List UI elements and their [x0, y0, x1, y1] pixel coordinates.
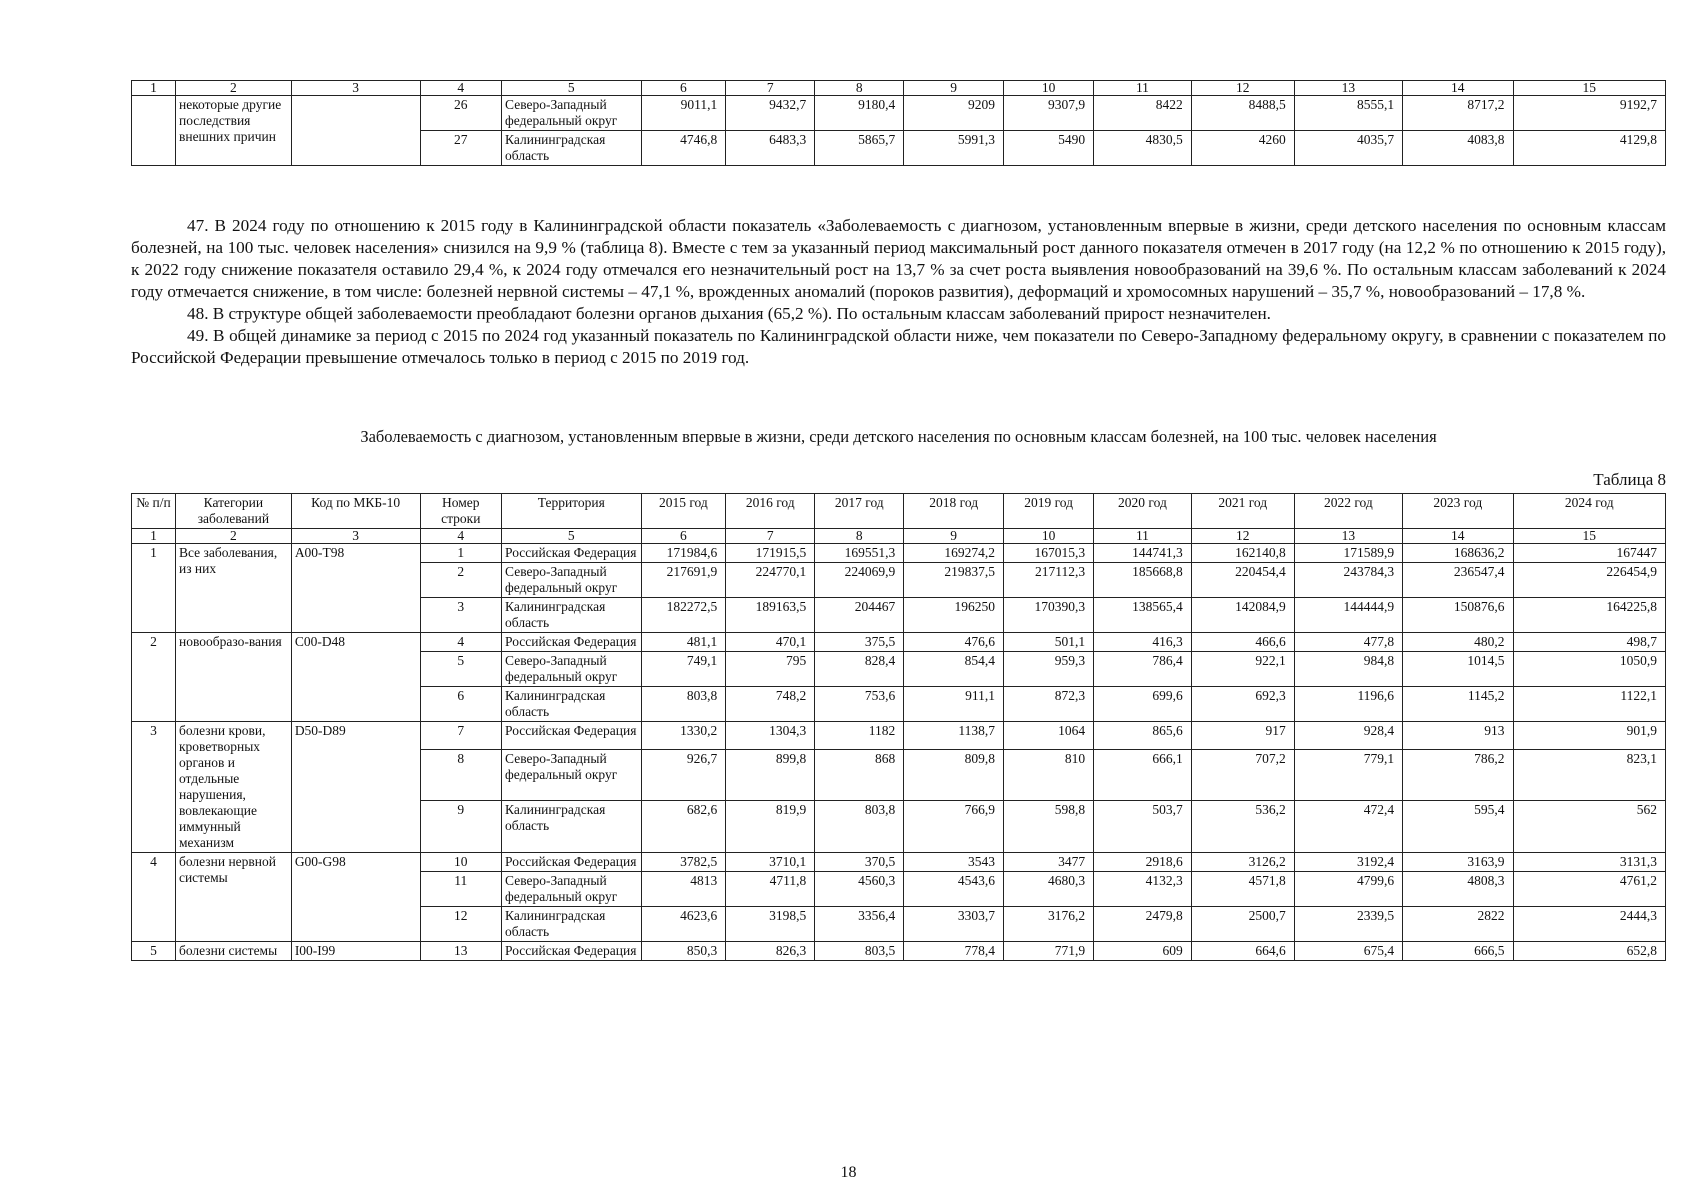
value-cell: 150876,6: [1403, 598, 1513, 633]
value-cell: 503,7: [1094, 801, 1192, 853]
header-num: № п/п: [132, 494, 176, 529]
header-year: 2021 год: [1191, 494, 1294, 529]
value-cell: 236547,4: [1403, 563, 1513, 598]
column-number: 11: [1094, 529, 1192, 544]
table-row: [132, 942, 1666, 961]
column-number: 9: [904, 529, 1004, 544]
value-cell: 2339,5: [1294, 907, 1402, 942]
line-number-cell: 1: [420, 544, 502, 563]
column-number: 13: [1294, 529, 1402, 544]
group-number-cell: 5: [132, 942, 176, 961]
value-cell: 823,1: [1513, 749, 1665, 801]
continuation-table: [131, 80, 1666, 166]
value-cell: 8717,2: [1403, 96, 1513, 131]
value-cell: 3356,4: [815, 907, 904, 942]
value-cell: 162140,8: [1191, 544, 1294, 563]
value-cell: 169551,3: [815, 544, 904, 563]
value-cell: 1138,7: [904, 722, 1004, 750]
value-cell: 699,6: [1094, 687, 1192, 722]
icd-code-cell: D50-D89: [291, 722, 420, 853]
value-cell: 8422: [1094, 96, 1192, 131]
value-cell: 4711,8: [726, 872, 815, 907]
territory-cell: Калининградская область: [502, 131, 641, 166]
value-cell: 466,6: [1191, 633, 1294, 652]
table-header-row: [132, 494, 1666, 529]
header-year: 2017 год: [815, 494, 904, 529]
value-cell: 498,7: [1513, 633, 1665, 652]
line-number-cell: 11: [420, 872, 502, 907]
value-cell: 171915,5: [726, 544, 815, 563]
value-cell: 167015,3: [1004, 544, 1094, 563]
value-cell: 766,9: [904, 801, 1004, 853]
num-cell: [132, 96, 176, 166]
value-cell: 164225,8: [1513, 598, 1665, 633]
group-number-cell: 3: [132, 722, 176, 853]
column-number-row: [132, 81, 1666, 96]
value-cell: 4761,2: [1513, 872, 1665, 907]
value-cell: 185668,8: [1094, 563, 1192, 598]
value-cell: 984,8: [1294, 652, 1402, 687]
value-cell: 1014,5: [1403, 652, 1513, 687]
territory-cell: Калининградская область: [502, 687, 641, 722]
value-cell: 167447: [1513, 544, 1665, 563]
column-number: 11: [1094, 81, 1192, 96]
column-number: 1: [132, 529, 176, 544]
value-cell: 8555,1: [1294, 96, 1402, 131]
value-cell: 2918,6: [1094, 853, 1192, 872]
value-cell: 481,1: [641, 633, 726, 652]
line-number-cell: 5: [420, 652, 502, 687]
value-cell: 5991,3: [904, 131, 1004, 166]
value-cell: 598,8: [1004, 801, 1094, 853]
value-cell: 786,2: [1403, 749, 1513, 801]
value-cell: 850,3: [641, 942, 726, 961]
value-cell: 226454,9: [1513, 563, 1665, 598]
value-cell: 477,8: [1294, 633, 1402, 652]
code-cell: [291, 96, 420, 166]
value-cell: 416,3: [1094, 633, 1192, 652]
value-cell: 928,4: [1294, 722, 1402, 750]
column-number: 4: [420, 529, 502, 544]
value-cell: 217112,3: [1004, 563, 1094, 598]
value-cell: 911,1: [904, 687, 1004, 722]
column-number: 9: [904, 81, 1004, 96]
line-number-cell: 26: [420, 96, 502, 131]
value-cell: 4260: [1191, 131, 1294, 166]
value-cell: 810: [1004, 749, 1094, 801]
value-cell: 795: [726, 652, 815, 687]
value-cell: 204467: [815, 598, 904, 633]
value-cell: 169274,2: [904, 544, 1004, 563]
category-cell: болезни нервной системы: [175, 853, 291, 942]
value-cell: 6483,3: [726, 131, 815, 166]
value-cell: 3192,4: [1294, 853, 1402, 872]
value-cell: 9011,1: [641, 96, 726, 131]
value-cell: 4680,3: [1004, 872, 1094, 907]
group-number-cell: 4: [132, 853, 176, 942]
value-cell: 501,1: [1004, 633, 1094, 652]
line-number-cell: 7: [420, 722, 502, 750]
column-number: 14: [1403, 529, 1513, 544]
value-cell: 1050,9: [1513, 652, 1665, 687]
value-cell: 219837,5: [904, 563, 1004, 598]
table-row: [132, 853, 1666, 872]
value-cell: 1122,1: [1513, 687, 1665, 722]
category-cell: болезни системы: [175, 942, 291, 961]
value-cell: 168636,2: [1403, 544, 1513, 563]
value-cell: 142084,9: [1191, 598, 1294, 633]
value-cell: 917: [1191, 722, 1294, 750]
table-row: [132, 544, 1666, 563]
paragraph-48: 48. В структуре общей заболеваемости преобладают болезни органов дыхания (65,2 %). По остальным классам заболеваний прирост незначителен.: [187, 304, 1271, 323]
column-number: 10: [1004, 529, 1094, 544]
value-cell: 370,5: [815, 853, 904, 872]
column-number: 3: [291, 81, 420, 96]
value-cell: 171984,6: [641, 544, 726, 563]
paragraph-49: 49. В общей динамике за период с 2015 по 2024 год указанный показатель по Калининградской области ниже, чем показатели по Северо-Западному федеральному округу, в сравнении с показателем по Российской Федерации превышение отмечалось только в период с 2015 по 2019 год.: [131, 326, 1666, 367]
value-cell: 144444,9: [1294, 598, 1402, 633]
value-cell: 854,4: [904, 652, 1004, 687]
value-cell: 595,4: [1403, 801, 1513, 853]
value-cell: 4560,3: [815, 872, 904, 907]
value-cell: 3477: [1004, 853, 1094, 872]
line-number-cell: 27: [420, 131, 502, 166]
category-cell: Все заболевания, из них: [175, 544, 291, 633]
value-cell: 1196,6: [1294, 687, 1402, 722]
value-cell: 9209: [904, 96, 1004, 131]
value-cell: 675,4: [1294, 942, 1402, 961]
value-cell: 666,5: [1403, 942, 1513, 961]
line-number-cell: 10: [420, 853, 502, 872]
column-number: 1: [132, 81, 176, 96]
paragraph-47: 47. В 2024 году по отношению к 2015 году в Калининградской области показатель «Заболеваемость с диагнозом, установленным впервые в жизни, среди детского населения по основным классам болезней, на 100 тыс. человек населения» снизился на 9,9 % (таблица 8). Вместе с тем за указанный период максимальный рост данного показателя отмечен в 2017 году (на 12,2 % по отношению к 2015 году), к 2022 году снижение показателя оставило 29,4 %, к 2024 году отмечался его незначительный рост на 13,7 % за счет роста выявления новообразований на 39,6 %. По остальным классам заболеваний к 2024 году отмечается снижение, в том числе: болезней нервной системы – 47,1 %, врожденных аномалий (пороков развития), деформаций и хромосомных нарушений – 35,7 %, новообразований – 17,8 %.: [131, 216, 1666, 301]
value-cell: 9180,4: [815, 96, 904, 131]
header-year: 2015 год: [641, 494, 726, 529]
group-number-cell: 2: [132, 633, 176, 722]
territory-cell: Российская Федерация: [502, 942, 641, 961]
disease-incidence-table: [131, 493, 1666, 961]
territory-cell: Калининградская область: [502, 598, 641, 633]
value-cell: 803,5: [815, 942, 904, 961]
line-number-cell: 6: [420, 687, 502, 722]
value-cell: 4571,8: [1191, 872, 1294, 907]
value-cell: 4623,6: [641, 907, 726, 942]
value-cell: 144741,3: [1094, 544, 1192, 563]
value-cell: 652,8: [1513, 942, 1665, 961]
value-cell: 828,4: [815, 652, 904, 687]
column-number: 2: [175, 529, 291, 544]
category-cell: некоторые другие последствия внешних причин: [175, 96, 291, 166]
value-cell: 470,1: [726, 633, 815, 652]
header-year: 2020 год: [1094, 494, 1192, 529]
value-cell: 609: [1094, 942, 1192, 961]
icd-code-cell: G00-G98: [291, 853, 420, 942]
table-row: [132, 96, 1666, 131]
column-number: 13: [1294, 81, 1402, 96]
value-cell: 196250: [904, 598, 1004, 633]
value-cell: 682,6: [641, 801, 726, 853]
header-year: 2018 год: [904, 494, 1004, 529]
value-cell: 3126,2: [1191, 853, 1294, 872]
value-cell: 4746,8: [641, 131, 726, 166]
line-number-cell: 12: [420, 907, 502, 942]
value-cell: 786,4: [1094, 652, 1192, 687]
value-cell: 217691,9: [641, 563, 726, 598]
value-cell: 1064: [1004, 722, 1094, 750]
page-number: 18: [840, 1164, 857, 1181]
line-number-cell: 2: [420, 563, 502, 598]
table-caption: Заболеваемость с диагнозом, установленным впервые в жизни, среди детского населения по основным классам болезней, на 100 тыс. человек населения: [360, 427, 1437, 446]
value-cell: 868: [815, 749, 904, 801]
value-cell: 664,6: [1191, 942, 1294, 961]
value-cell: 1145,2: [1403, 687, 1513, 722]
column-number: 7: [726, 529, 815, 544]
value-cell: 3198,5: [726, 907, 815, 942]
value-cell: 4035,7: [1294, 131, 1402, 166]
value-cell: 3543: [904, 853, 1004, 872]
icd-code-cell: C00-D48: [291, 633, 420, 722]
value-cell: 375,5: [815, 633, 904, 652]
header-year: 2022 год: [1294, 494, 1402, 529]
column-number: 5: [502, 529, 641, 544]
value-cell: 901,9: [1513, 722, 1665, 750]
value-cell: 771,9: [1004, 942, 1094, 961]
value-cell: 4083,8: [1403, 131, 1513, 166]
line-number-cell: 13: [420, 942, 502, 961]
territory-cell: Северо-Западный федеральный округ: [502, 652, 641, 687]
territory-cell: Российская Федерация: [502, 544, 641, 563]
value-cell: 220454,4: [1191, 563, 1294, 598]
value-cell: 749,1: [641, 652, 726, 687]
icd-code-cell: A00-T98: [291, 544, 420, 633]
value-cell: 1330,2: [641, 722, 726, 750]
value-cell: 182272,5: [641, 598, 726, 633]
value-cell: 872,3: [1004, 687, 1094, 722]
value-cell: 4129,8: [1513, 131, 1665, 166]
value-cell: 224770,1: [726, 563, 815, 598]
line-number-cell: 3: [420, 598, 502, 633]
value-cell: 138565,4: [1094, 598, 1192, 633]
value-cell: 819,9: [726, 801, 815, 853]
column-number: 12: [1191, 81, 1294, 96]
value-cell: 170390,3: [1004, 598, 1094, 633]
value-cell: 826,3: [726, 942, 815, 961]
value-cell: 3176,2: [1004, 907, 1094, 942]
value-cell: 3782,5: [641, 853, 726, 872]
line-number-cell: 9: [420, 801, 502, 853]
line-number-cell: 4: [420, 633, 502, 652]
table-label: Таблица 8: [1593, 470, 1666, 489]
value-cell: 3303,7: [904, 907, 1004, 942]
value-cell: 3131,3: [1513, 853, 1665, 872]
header-line: Номер строки: [420, 494, 502, 529]
value-cell: 809,8: [904, 749, 1004, 801]
territory-cell: Северо-Западный федеральный округ: [502, 749, 641, 801]
value-cell: 926,7: [641, 749, 726, 801]
category-cell: новообразо-вания: [175, 633, 291, 722]
territory-cell: Калининградская область: [502, 907, 641, 942]
value-cell: 913: [1403, 722, 1513, 750]
column-number: 6: [641, 81, 726, 96]
territory-cell: Северо-Западный федеральный округ: [502, 563, 641, 598]
value-cell: 748,2: [726, 687, 815, 722]
value-cell: 692,3: [1191, 687, 1294, 722]
column-number: 14: [1403, 81, 1513, 96]
header-code: Код по МКБ-10: [291, 494, 420, 529]
table-row: [132, 633, 1666, 652]
value-cell: 8488,5: [1191, 96, 1294, 131]
value-cell: 476,6: [904, 633, 1004, 652]
value-cell: 9192,7: [1513, 96, 1665, 131]
category-cell: болезни крови, кроветворных органов и отдельные нарушения, вовлекающие иммунный механизм: [175, 722, 291, 853]
value-cell: 171589,9: [1294, 544, 1402, 563]
value-cell: 803,8: [815, 801, 904, 853]
value-cell: 5490: [1004, 131, 1094, 166]
territory-cell: Российская Федерация: [502, 633, 641, 652]
value-cell: 536,2: [1191, 801, 1294, 853]
group-number-cell: 1: [132, 544, 176, 633]
value-cell: 4132,3: [1094, 872, 1192, 907]
value-cell: 4808,3: [1403, 872, 1513, 907]
header-year: 2024 год: [1513, 494, 1665, 529]
value-cell: 480,2: [1403, 633, 1513, 652]
header-territory: Территория: [502, 494, 641, 529]
territory-cell: Российская Федерация: [502, 853, 641, 872]
header-year: 2019 год: [1004, 494, 1094, 529]
territory-cell: Северо-Западный федеральный округ: [502, 872, 641, 907]
value-cell: 2479,8: [1094, 907, 1192, 942]
column-number: 5: [502, 81, 641, 96]
column-number: 6: [641, 529, 726, 544]
column-number: 15: [1513, 81, 1665, 96]
value-cell: 2822: [1403, 907, 1513, 942]
value-cell: 5865,7: [815, 131, 904, 166]
value-cell: 959,3: [1004, 652, 1094, 687]
value-cell: 1182: [815, 722, 904, 750]
territory-cell: Северо-Западный федеральный округ: [502, 96, 641, 131]
value-cell: 3710,1: [726, 853, 815, 872]
value-cell: 9432,7: [726, 96, 815, 131]
value-cell: 1304,3: [726, 722, 815, 750]
territory-cell: Российская Федерация: [502, 722, 641, 750]
value-cell: 753,6: [815, 687, 904, 722]
body-text: [131, 215, 1666, 369]
value-cell: 707,2: [1191, 749, 1294, 801]
value-cell: 9307,9: [1004, 96, 1094, 131]
header-year: 2023 год: [1403, 494, 1513, 529]
value-cell: 922,1: [1191, 652, 1294, 687]
column-number: 10: [1004, 81, 1094, 96]
column-number: 2: [175, 81, 291, 96]
value-cell: 4813: [641, 872, 726, 907]
value-cell: 562: [1513, 801, 1665, 853]
column-number: 8: [815, 529, 904, 544]
column-number: 3: [291, 529, 420, 544]
territory-cell: Калининградская область: [502, 801, 641, 853]
value-cell: 899,8: [726, 749, 815, 801]
value-cell: 4799,6: [1294, 872, 1402, 907]
value-cell: 243784,3: [1294, 563, 1402, 598]
column-number: 15: [1513, 529, 1665, 544]
column-number: 4: [420, 81, 502, 96]
header-category: Категории заболеваний: [175, 494, 291, 529]
value-cell: 666,1: [1094, 749, 1192, 801]
value-cell: 2500,7: [1191, 907, 1294, 942]
column-number: 7: [726, 81, 815, 96]
column-number-row: [132, 529, 1666, 544]
header-year: 2016 год: [726, 494, 815, 529]
icd-code-cell: I00-I99: [291, 942, 420, 961]
column-number: 8: [815, 81, 904, 96]
value-cell: 778,4: [904, 942, 1004, 961]
value-cell: 189163,5: [726, 598, 815, 633]
value-cell: 2444,3: [1513, 907, 1665, 942]
value-cell: 779,1: [1294, 749, 1402, 801]
value-cell: 3163,9: [1403, 853, 1513, 872]
value-cell: 4543,6: [904, 872, 1004, 907]
table-row: [132, 722, 1666, 750]
value-cell: 4830,5: [1094, 131, 1192, 166]
line-number-cell: 8: [420, 749, 502, 801]
value-cell: 865,6: [1094, 722, 1192, 750]
column-number: 12: [1191, 529, 1294, 544]
value-cell: 472,4: [1294, 801, 1402, 853]
value-cell: 224069,9: [815, 563, 904, 598]
value-cell: 803,8: [641, 687, 726, 722]
